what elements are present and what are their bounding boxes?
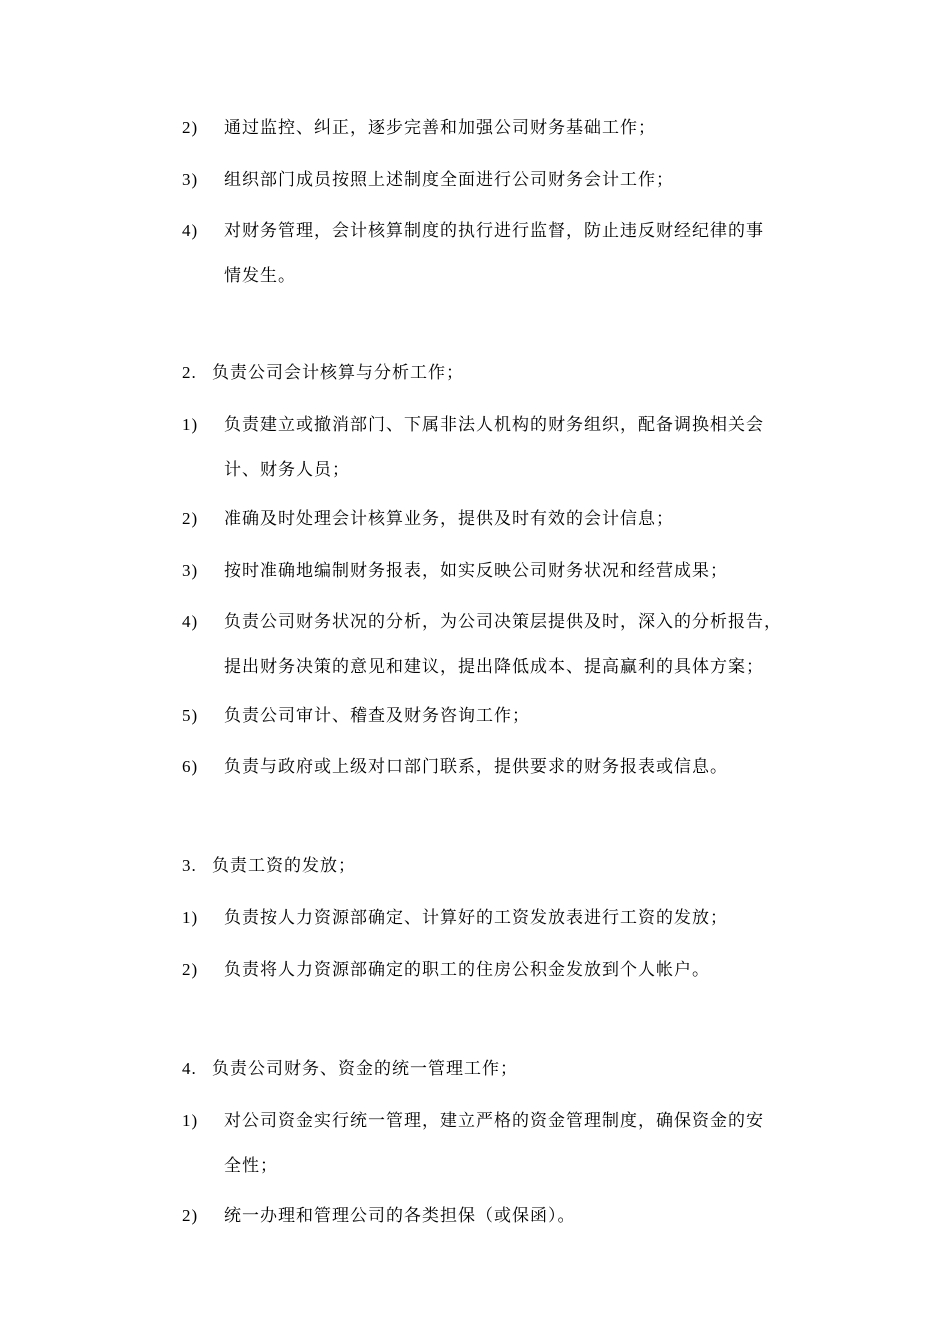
list-item-text: 负责公司审计、稽查及财务咨询工作； <box>224 706 530 726</box>
section-heading-number: 3. <box>182 856 197 875</box>
list-item-number: 1) <box>182 415 199 434</box>
list-item-text: 情发生。 <box>224 266 296 286</box>
list-item-text: 组织部门成员按照上述制度全面进行公司财务会计工作； <box>224 170 674 190</box>
list-item-text: 全性； <box>224 1156 278 1176</box>
list-item-number: 6) <box>182 757 199 776</box>
list-item-text: 负责与政府或上级对口部门联系，提供要求的财务报表或信息。 <box>224 757 728 777</box>
list-item-text: 提出财务决策的意见和建议，提出降低成本、提高赢利的具体方案； <box>224 657 764 677</box>
list-item-number: 3) <box>182 170 199 189</box>
list-item-number: 3) <box>182 561 199 580</box>
list-item-text: 负责将人力资源部确定的职工的住房公积金发放到个人帐户。 <box>224 960 710 980</box>
section-heading-text: 负责公司会计核算与分析工作； <box>212 363 464 383</box>
section-heading-number: 2. <box>182 363 197 382</box>
section-heading-text: 负责公司财务、资金的统一管理工作； <box>212 1059 518 1079</box>
list-item-text: 对公司资金实行统一管理，建立严格的资金管理制度，确保资金的安 <box>224 1111 764 1131</box>
list-item-number: 1) <box>182 908 199 927</box>
list-item-text: 准确及时处理会计核算业务，提供及时有效的会计信息； <box>224 509 674 529</box>
list-item-text: 统一办理和管理公司的各类担保（或保函）。 <box>224 1206 576 1226</box>
list-item-number: 1) <box>182 1111 199 1130</box>
list-item-text: 负责公司财务状况的分析，为公司决策层提供及时，深入的分析报告， <box>224 612 782 632</box>
list-item-text: 负责按人力资源部确定、计算好的工资发放表进行工资的发放； <box>224 908 728 928</box>
list-item-number: 2) <box>182 1206 199 1225</box>
list-item-number: 2) <box>182 509 199 528</box>
list-item-text: 计、财务人员； <box>224 460 350 480</box>
list-item-number: 4) <box>182 612 199 631</box>
section-heading-text: 负责工资的发放； <box>212 856 356 876</box>
list-item-number: 5) <box>182 706 199 725</box>
list-item-number: 2) <box>182 960 199 979</box>
list-item-text: 通过监控、纠正，逐步完善和加强公司财务基础工作； <box>224 118 656 138</box>
list-item-text: 负责建立或撤消部门、下属非法人机构的财务组织，配备调换相关会 <box>224 415 764 435</box>
section-heading-number: 4. <box>182 1059 197 1078</box>
list-item-text: 对财务管理，会计核算制度的执行进行监督，防止违反财经纪律的事 <box>224 221 764 241</box>
list-item-number: 2) <box>182 118 199 137</box>
list-item-text: 按时准确地编制财务报表，如实反映公司财务状况和经营成果； <box>224 561 728 581</box>
list-item-number: 4) <box>182 221 199 240</box>
